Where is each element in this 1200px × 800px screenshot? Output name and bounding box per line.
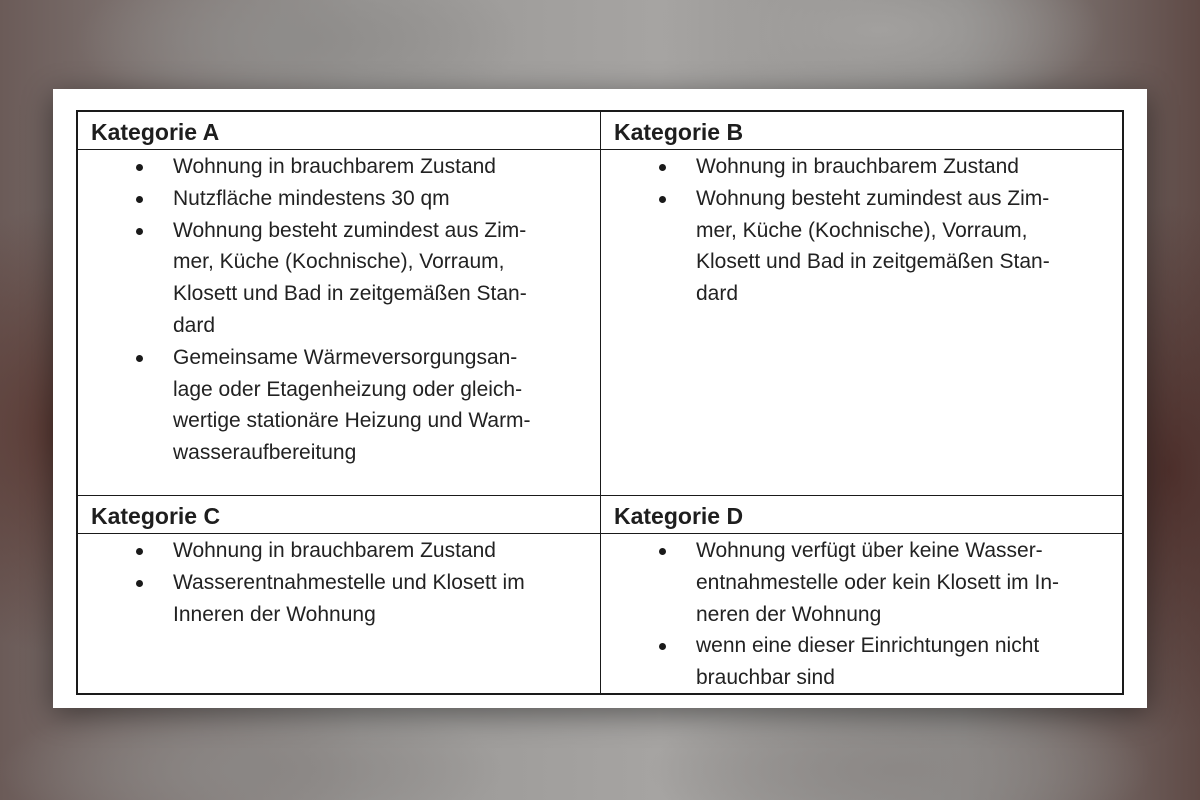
bullet-icon: [136, 580, 143, 587]
list-item-text: Wohnung besteht zumindest aus Zim- mer, Küche (Kochnische), Vorraum, Klosett und Bad in zeitgemäßen Stan- dard: [173, 218, 527, 337]
bullet-icon: [659, 164, 666, 171]
list-item: [601, 630, 1104, 694]
category-b-list: [601, 151, 1104, 310]
list-item-text: Gemeinsame Wärmeversorgungsan- lage oder Etagenheizung oder gleich- wertige stationäre Heizung und Warm- wasseraufbereitung: [173, 345, 531, 465]
category-b-body: [601, 150, 1122, 496]
list-item-text: Wohnung in brauchbarem Zustand: [173, 539, 496, 562]
list-item-text: Wohnung verfügt über keine Wasser- entnahmestelle oder kein Klosett im In- neren der Wohnung: [696, 539, 1060, 626]
list-item: [78, 567, 582, 631]
category-a-header: Kategorie A: [78, 112, 601, 150]
list-item: [78, 535, 582, 567]
bullet-icon: [136, 196, 143, 203]
list-item-text: Wohnung besteht zumindest aus Zim- mer, Küche (Kochnische), Vorraum, Klosett und Bad in zeitgemäßen Stan- dard: [696, 186, 1050, 306]
category-c-list: [78, 535, 582, 630]
list-item: [78, 342, 582, 469]
category-b-header: Kategorie B: [601, 112, 1122, 150]
category-c-body: [78, 534, 601, 694]
category-d-list: [601, 535, 1104, 694]
bullet-icon: [136, 548, 143, 555]
list-item: [78, 215, 582, 342]
category-d-body: [601, 534, 1122, 694]
bullet-icon: [659, 196, 666, 203]
bullet-icon: [136, 355, 143, 362]
category-table: [76, 110, 1124, 695]
category-d-header: Kategorie D: [601, 496, 1122, 534]
list-item: [601, 535, 1104, 630]
category-a-list: [78, 151, 582, 469]
list-item: [78, 183, 582, 215]
list-item-text: Nutzfläche mindestens 30 qm: [173, 186, 450, 210]
document-page: [53, 89, 1147, 708]
category-c-header: Kategorie C: [78, 496, 601, 534]
list-item: [601, 183, 1104, 310]
bullet-icon: [659, 548, 666, 555]
list-item-text: Wohnung in brauchbarem Zustand: [173, 155, 496, 178]
category-a-body: [78, 150, 601, 496]
bullet-icon: [659, 643, 666, 650]
list-item: [601, 151, 1104, 183]
list-item: [78, 151, 582, 183]
list-item-text: wenn eine dieser Einrichtungen nicht brauchbar sind: [696, 634, 1040, 690]
list-item-text: Wohnung in brauchbarem Zustand: [696, 155, 1019, 178]
bullet-icon: [136, 228, 143, 235]
bullet-icon: [136, 164, 143, 171]
list-item-text: Wasserentnahmestelle und Klosett im Inneren der Wohnung: [173, 570, 525, 626]
